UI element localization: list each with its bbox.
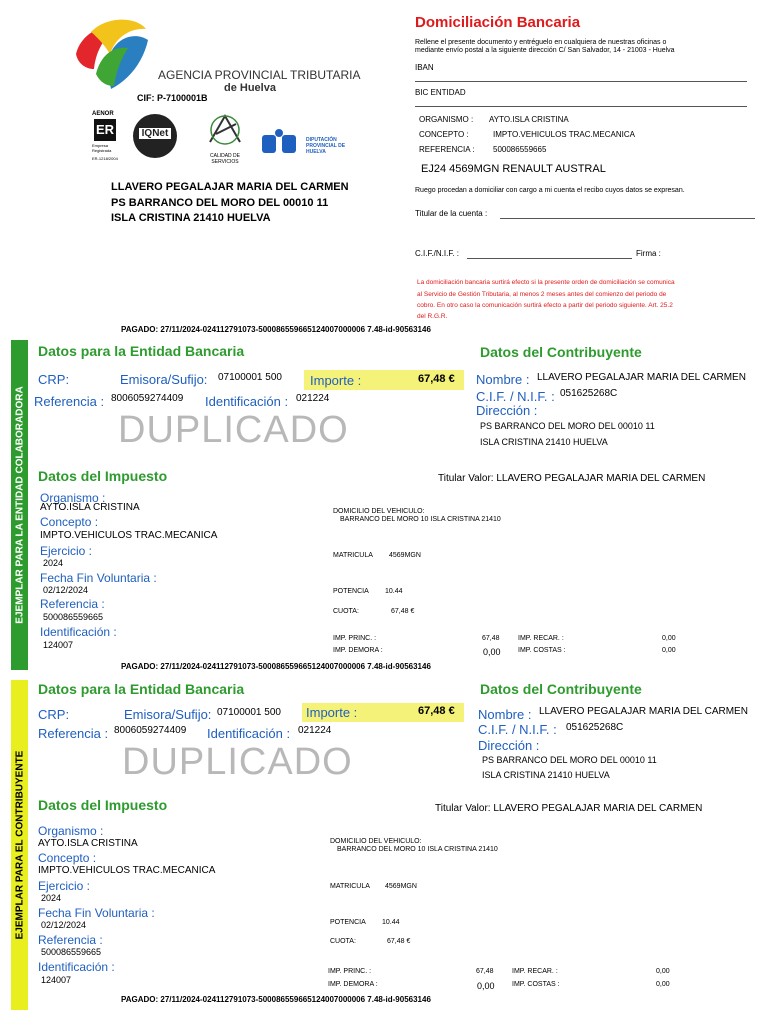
demora-label: IMP. DEMORA :	[333, 647, 383, 654]
identificacion-value: 021224	[296, 393, 330, 404]
costas-label: IMP. COSTAS :	[518, 647, 566, 654]
aenor-logo: AENOR ER Empresa Registrada ER-1218/2004	[92, 111, 118, 161]
organismo-value: AYTO.ISLA CRISTINA	[40, 502, 140, 513]
contribuyente-title: Datos del Contribuyente	[480, 344, 642, 360]
emisora-label-2: Emisora/Sufijo:	[124, 707, 212, 722]
ejercicio-value-2: 2024	[41, 893, 62, 903]
dom-referencia-label: REFERENCIA :	[419, 145, 475, 154]
organismo-label-2: Organismo :	[38, 824, 104, 838]
cif-field[interactable]	[467, 258, 632, 259]
matricula-label: MATRICULA	[333, 552, 373, 559]
agency-subname: de Huelva	[224, 82, 276, 94]
duplicado-watermark: DUPLICADO	[118, 409, 349, 451]
matricula-label-2: MATRICULA	[330, 883, 370, 890]
firma-label: Firma :	[636, 249, 661, 258]
direccion-line-2-2: ISLA CRISTINA 21410 HUELVA	[482, 770, 610, 780]
recar-label-2: IMP. RECAR. :	[512, 968, 558, 975]
domicilio-value: BARRANCO DEL MORO 10 ISLA CRISTINA 21410	[340, 516, 501, 523]
costas-value: 0,00	[662, 647, 676, 654]
agency-logo	[66, 14, 156, 94]
diputacion-logo: DIPUTACIÓN PROVINCIAL DE HUELVA	[260, 127, 350, 161]
matricula-value: 4569MGN	[389, 552, 421, 559]
address-name: LLAVERO PEGALAJAR MARIA DEL CARMEN	[111, 181, 349, 193]
ejercicio-label: Ejercicio :	[40, 544, 93, 558]
importe-label-2: Importe :	[306, 705, 358, 720]
direccion-line-1-2: PS BARRANCO DEL MORO DEL 00010 11	[482, 755, 657, 765]
fecha-value-2: 02/12/2024	[41, 920, 87, 930]
identificacion-label-2: Identificación :	[207, 726, 291, 741]
direccion-label: Dirección :	[476, 403, 538, 418]
cuota-value: 67,48 €	[391, 608, 415, 615]
costas-value-2: 0,00	[656, 981, 670, 988]
impuesto-referencia-value-2: 500086559665	[41, 947, 102, 957]
crp-label: CRP:	[38, 372, 70, 387]
domiciliacion-instructions-2: mediante envío postal a la siguiente dirección C/ San Salvador, 14 - 21003 - Huelva	[415, 47, 675, 54]
fecha-label: Fecha Fin Voluntaria :	[40, 571, 157, 585]
nombre-label-2: Nombre :	[478, 707, 532, 722]
titular-field[interactable]	[500, 218, 755, 219]
referencia-label-2: Referencia :	[38, 726, 109, 741]
dom-concepto-value: IMPTO.VEHICULOS TRAC.MECANICA	[493, 130, 635, 139]
importe-value: 67,48 €	[418, 373, 455, 385]
notice-line-2: al Servicio de Gestión Tributaria, al menos 2 meses antes del comienzo del periodo de	[417, 291, 667, 298]
notice-line-3: cobro. En otro caso la comunicación surtirá efecto a partir del periodo siguiente. Art. 25.2	[417, 302, 673, 309]
entidad-title-2: Datos para la Entidad Bancaria	[38, 681, 245, 697]
impuesto-referencia-label: Referencia :	[40, 597, 105, 611]
pagado-stamp-top: PAGADO: 27/11/2024-024112791073-500086559665124007000006 7.48-id-90563146	[121, 325, 431, 334]
importe-label: Importe :	[310, 373, 362, 388]
cif-label: C.I.F./N.I.F. :	[415, 249, 460, 258]
dom-organismo-label: ORGANISMO :	[419, 115, 474, 124]
cif-nif-label: C.I.F. / N.I.F. :	[476, 389, 555, 404]
cuota-label-2: CUOTA:	[330, 938, 356, 945]
nombre-value: LLAVERO PEGALAJAR MARIA DEL CARMEN	[537, 372, 746, 383]
emisora-label: Emisora/Sufijo:	[120, 372, 208, 387]
referencia-label: Referencia :	[34, 394, 105, 409]
recar-value: 0,00	[662, 635, 676, 642]
princ-value-2: 67,48	[476, 968, 494, 975]
demora-value-2: 0,00	[477, 981, 495, 991]
iqnet-logo: IQNet	[133, 114, 177, 158]
cif-nif-value: 051625268C	[560, 388, 618, 399]
nombre-value-2: LLAVERO PEGALAJAR MARIA DEL CARMEN	[539, 706, 748, 717]
nombre-label: Nombre :	[476, 372, 530, 387]
impuesto-referencia-label-2: Referencia :	[38, 933, 103, 947]
emisora-value: 07100001 500	[218, 372, 282, 383]
emisora-value-2: 07100001 500	[217, 707, 281, 718]
impuesto-identificacion-value: 124007	[43, 640, 74, 650]
demora-label-2: IMP. DEMORA :	[328, 981, 378, 988]
domiciliacion-title: Domiciliación Bancaria	[415, 14, 581, 31]
impuesto-identificacion-value-2: 124007	[41, 975, 72, 985]
identificacion-value-2: 021224	[298, 725, 332, 736]
direccion-line-1: PS BARRANCO DEL MORO DEL 00010 11	[480, 421, 655, 431]
direccion-line-2: ISLA CRISTINA 21410 HUELVA	[480, 437, 608, 447]
pagado-stamp-bottom: PAGADO: 27/11/2024-024112791073-500086559665124007000006 7.48-id-90563146	[121, 995, 431, 1004]
recar-label: IMP. RECAR. :	[518, 635, 564, 642]
dom-referencia-value: 500086559665	[493, 145, 547, 154]
bic-label: BIC ENTIDAD	[415, 88, 466, 97]
referencia-value: 8006059274409	[111, 393, 184, 404]
titular-valor-2: Titular Valor: LLAVERO PEGALAJAR MARIA DEL CARMEN	[435, 803, 703, 814]
ruego-text: Ruego procedan a domiciliar con cargo a mi cuenta el recibo cuyos datos se expresan.	[415, 187, 685, 194]
crp-label-2: CRP:	[38, 707, 70, 722]
copy-sidebar-entidad: EJEMPLAR PARA LA ENTIDAD COLABORADORA	[11, 340, 28, 670]
potencia-label: POTENCIA	[333, 588, 369, 595]
impuesto-title-2: Datos del Impuesto	[38, 797, 168, 813]
potencia-value: 10.44	[385, 588, 403, 595]
cuota-value-2: 67,48 €	[387, 938, 411, 945]
demora-value: 0,00	[483, 647, 501, 657]
impuesto-title: Datos del Impuesto	[38, 468, 168, 484]
matricula-value-2: 4569MGN	[385, 883, 417, 890]
recar-value-2: 0,00	[656, 968, 670, 975]
calidad-logo: CALIDAD DE SERVICIOS	[202, 112, 248, 162]
cif-nif-value-2: 051625268C	[566, 722, 624, 733]
copy-sidebar-contribuyente: EJEMPLAR PARA EL CONTRIBUYENTE	[11, 680, 28, 1010]
contribuyente-title-2: Datos del Contribuyente	[480, 681, 642, 697]
cuota-label: CUOTA:	[333, 608, 359, 615]
pagado-stamp-mid: PAGADO: 27/11/2024-024112791073-500086559665124007000006 7.48-id-90563146	[121, 662, 431, 671]
potencia-label-2: POTENCIA	[330, 919, 366, 926]
fecha-label-2: Fecha Fin Voluntaria :	[38, 906, 155, 920]
concepto-value: IMPTO.VEHICULOS TRAC.MECANICA	[40, 530, 218, 541]
domiciliacion-instructions: Rellene el presente documento y entréguelo en cualquiera de nuestras oficinas o	[415, 39, 667, 46]
agency-cif: CIF: P-7100001B	[137, 93, 208, 103]
impuesto-identificacion-label-2: Identificación :	[38, 960, 115, 974]
princ-label: IMP. PRINC. :	[333, 635, 377, 642]
referencia-value-2: 8006059274409	[114, 725, 187, 736]
fecha-value: 02/12/2024	[43, 585, 89, 595]
identificacion-label: Identificación :	[205, 394, 289, 409]
domicilio-label: DOMICILIO DEL VEHICULO:	[333, 508, 425, 515]
concepto-label-2: Concepto :	[38, 851, 97, 865]
importe-value-2: 67,48 €	[418, 705, 455, 717]
entidad-title: Datos para la Entidad Bancaria	[38, 343, 245, 359]
direccion-label-2: Dirección :	[478, 738, 540, 753]
iban-field[interactable]	[415, 81, 747, 82]
ejercicio-value: 2024	[43, 558, 64, 568]
domicilio-label-2: DOMICILIO DEL VEHICULO:	[330, 838, 422, 845]
agency-name: AGENCIA PROVINCIAL TRIBUTARIA	[158, 68, 361, 82]
domicilio-value-2: BARRANCO DEL MORO 10 ISLA CRISTINA 21410	[337, 846, 498, 853]
duplicado-watermark-2: DUPLICADO	[122, 741, 353, 783]
organismo-label: Organismo :	[40, 491, 106, 505]
address-city: ISLA CRISTINA 21410 HUELVA	[111, 212, 271, 224]
impuesto-identificacion-label: Identificación :	[40, 625, 117, 639]
potencia-value-2: 10.44	[382, 919, 400, 926]
organismo-value-2: AYTO.ISLA CRISTINA	[38, 838, 138, 849]
concepto-value-2: IMPTO.VEHICULOS TRAC.MECANICA	[38, 865, 216, 876]
dom-organismo-value: AYTO.ISLA CRISTINA	[489, 115, 569, 124]
dom-concepto-label: CONCEPTO :	[419, 130, 469, 139]
notice-line-4: del R.G.R.	[417, 313, 448, 320]
ejercicio-label-2: Ejercicio :	[38, 879, 91, 893]
impuesto-referencia-value: 500086559665	[43, 612, 104, 622]
concepto-label: Concepto :	[40, 515, 99, 529]
iban-label: IBAN	[415, 63, 434, 72]
cif-nif-label-2: C.I.F. / N.I.F. :	[478, 722, 557, 737]
titular-label: Titular de la cuenta :	[415, 209, 488, 218]
princ-value: 67,48	[482, 635, 500, 642]
vehicle-description: EJ24 4569MGN RENAULT AUSTRAL	[421, 163, 606, 175]
notice-line-1: La domiciliación bancaria surtirá efecto si la presente orden de domiciliación se comunica	[417, 279, 675, 286]
titular-valor: Titular Valor: LLAVERO PEGALAJAR MARIA DEL CARMEN	[438, 473, 706, 484]
address-street: PS BARRANCO DEL MORO DEL 00010 11	[111, 197, 329, 209]
princ-label-2: IMP. PRINC. :	[328, 968, 372, 975]
costas-label-2: IMP. COSTAS :	[512, 981, 560, 988]
bic-field[interactable]	[415, 106, 747, 107]
